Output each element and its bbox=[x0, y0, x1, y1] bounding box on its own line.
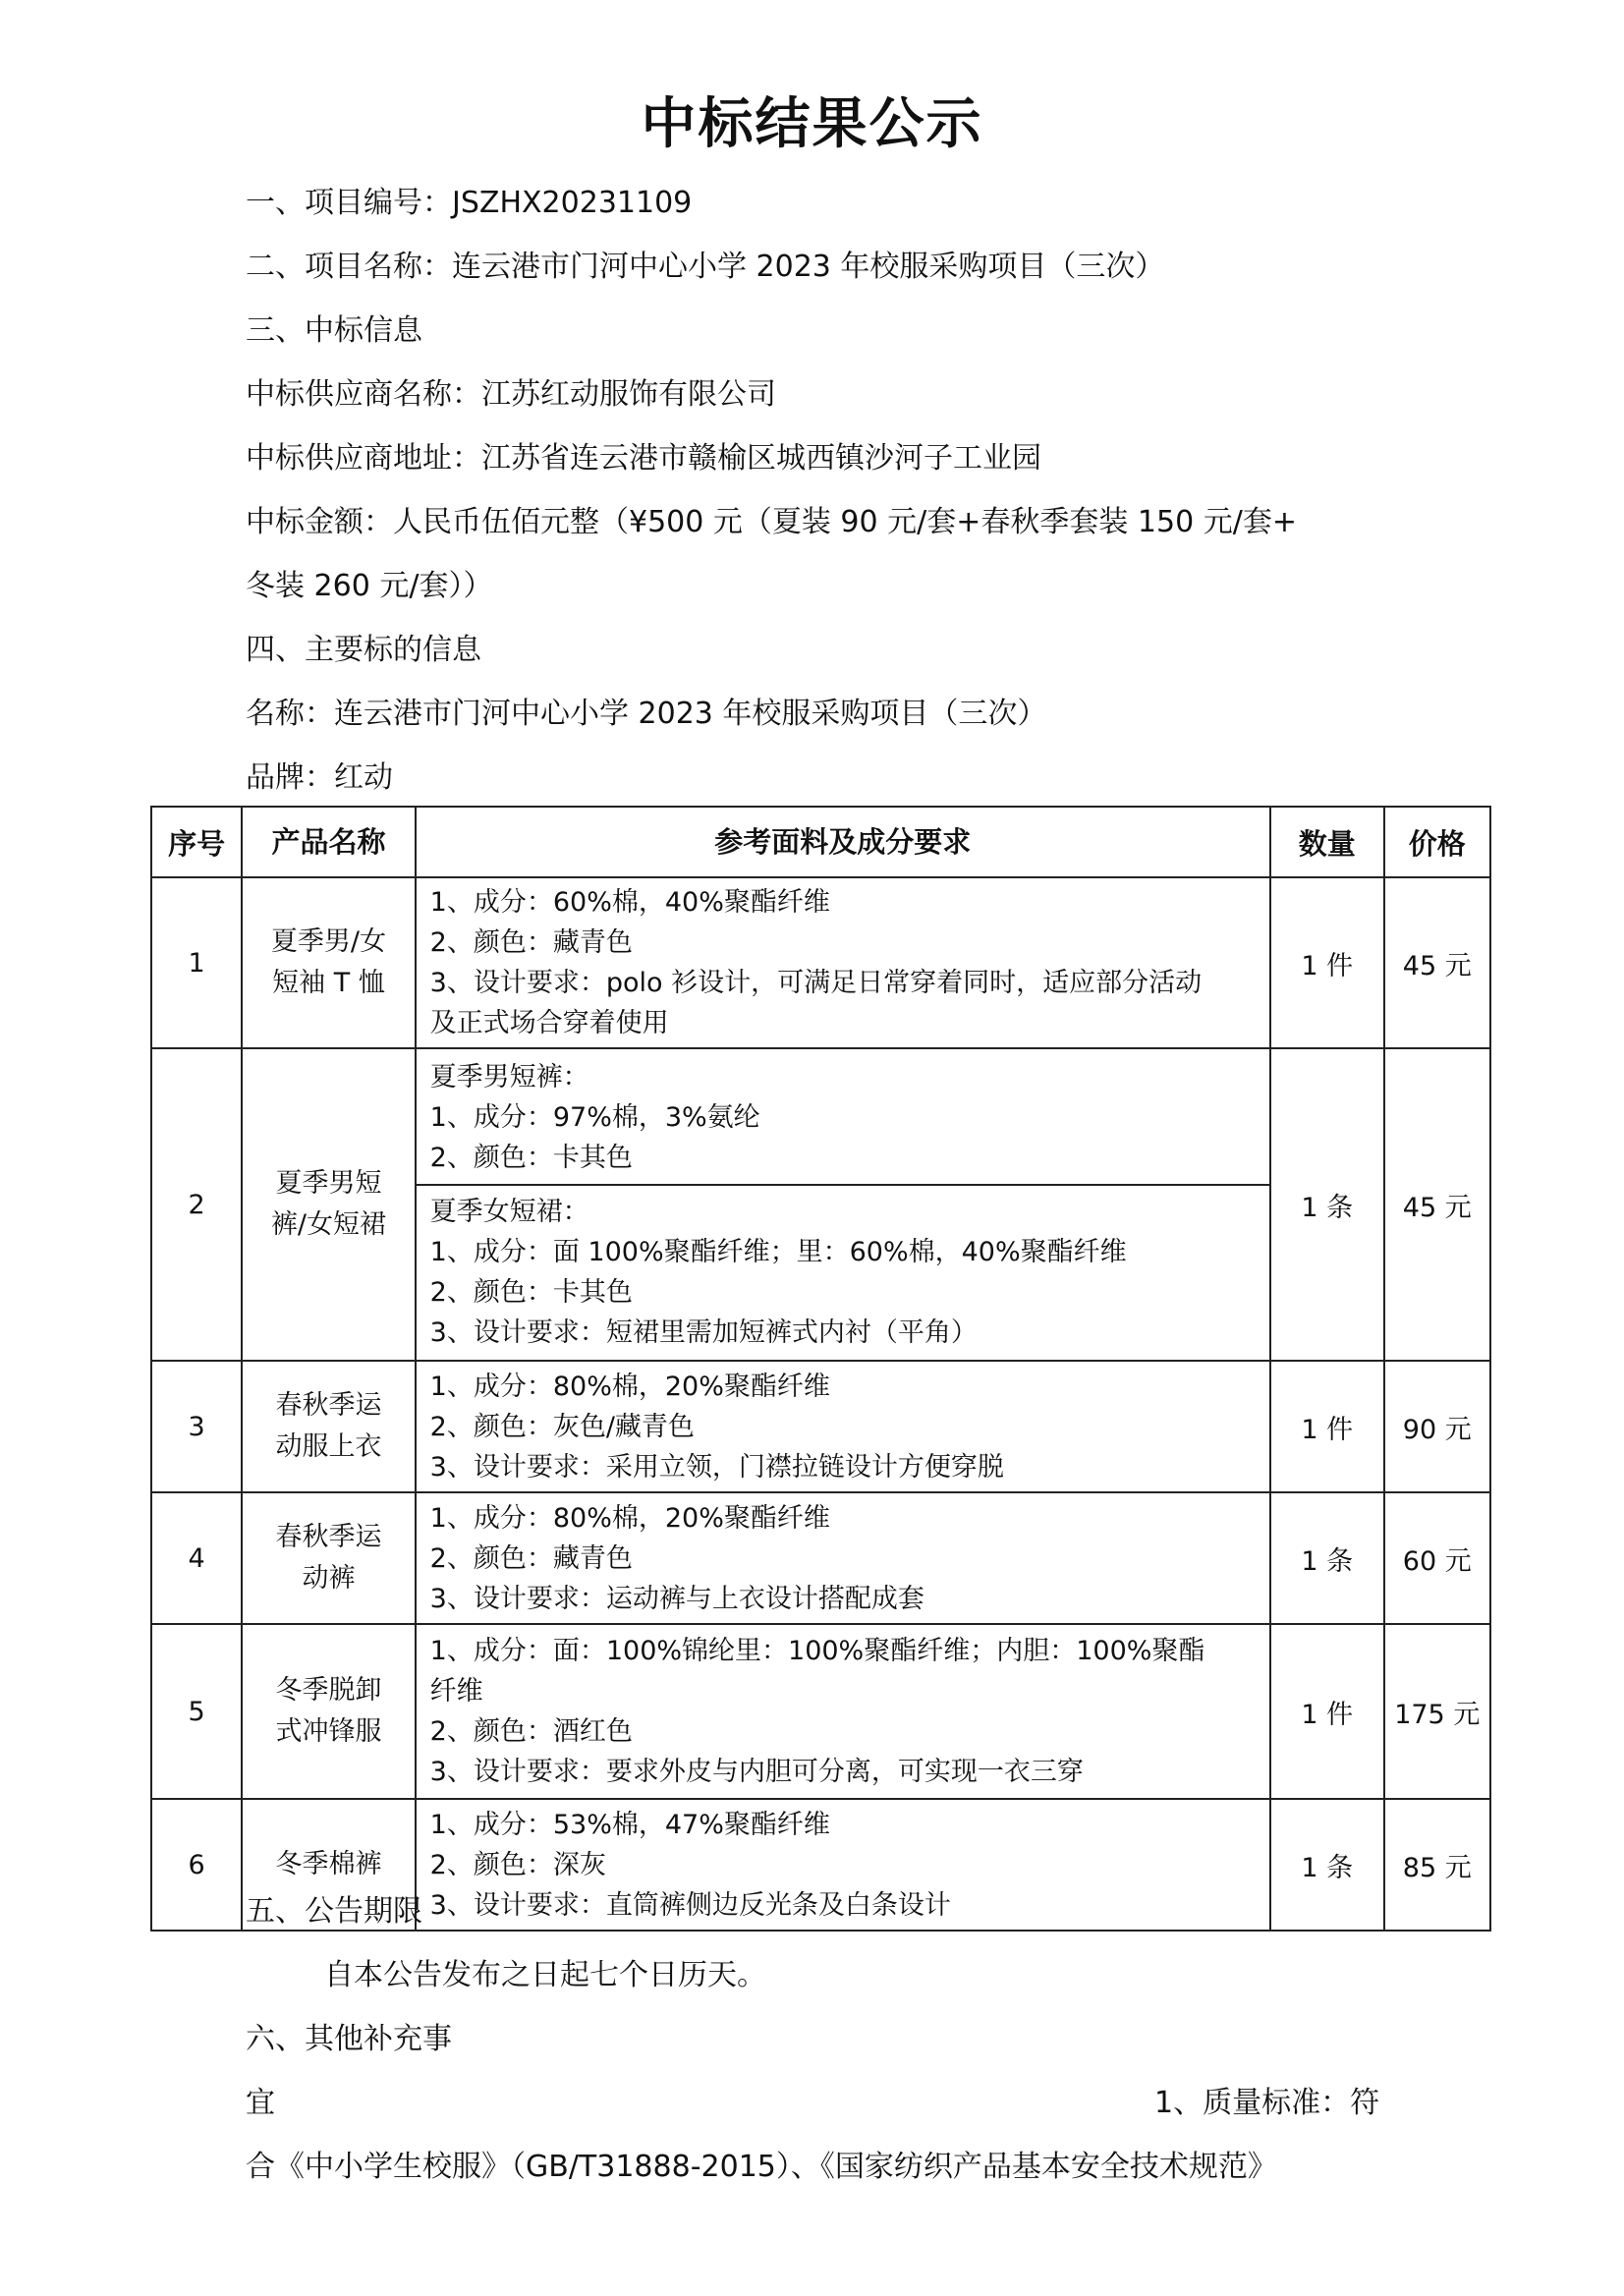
brand: 品牌：红动 bbox=[246, 760, 393, 795]
product-name-line: 春秋季运 bbox=[275, 1390, 382, 1421]
requirement-line: 1、成分：97%棉，3%氨纶 bbox=[429, 1101, 760, 1133]
other-text-right: 1、质量标准：符 bbox=[1154, 2086, 1380, 2120]
cell-no: 4 bbox=[151, 1492, 242, 1624]
cell-quantity: 1 条 bbox=[1270, 1799, 1384, 1931]
cell-requirements bbox=[416, 1624, 1270, 1799]
cell-requirements bbox=[416, 1492, 1270, 1624]
table-row bbox=[151, 1361, 1490, 1492]
product-name-line: 短袖 T 恤 bbox=[272, 968, 385, 998]
cell-quantity: 1 件 bbox=[1270, 1624, 1384, 1799]
cell-requirements bbox=[416, 1048, 1270, 1361]
cell-price: 45 元 bbox=[1384, 877, 1490, 1048]
requirement-subblock-boys-shorts bbox=[430, 1057, 1256, 1178]
cell-quantity: 1 条 bbox=[1270, 1048, 1384, 1361]
award-amount-line-1: 中标金额：人民币伍佰元整（¥500 元（夏装 90 元/套+春秋季套装 150 元/套+ bbox=[246, 505, 1297, 539]
requirement-line: 1、成分：53%棉，47%聚酯纤维 bbox=[429, 1809, 830, 1840]
cell-no: 6 bbox=[151, 1799, 242, 1931]
requirement-line: 1、成分：面 100%聚酯纤维；里：60%棉，40%聚酯纤维 bbox=[429, 1236, 1127, 1267]
cell-requirements bbox=[416, 1799, 1270, 1931]
project-name: 二、项目名称：连云港市门河中心小学 2023 年校服采购项目（三次） bbox=[246, 250, 1165, 284]
product-name-line: 夏季男/女 bbox=[270, 926, 386, 957]
product-name-line: 冬季棉裤 bbox=[275, 1849, 382, 1879]
requirement-line: 2、颜色：藏青色 bbox=[429, 1542, 633, 1574]
cell-no: 1 bbox=[151, 877, 242, 1048]
requirement-line: 夏季男短裤： bbox=[429, 1061, 589, 1092]
requirement-subblock-girls-skirt bbox=[417, 1184, 1269, 1353]
award-info-heading: 三、中标信息 bbox=[246, 313, 422, 348]
header-price: 价格 bbox=[1384, 807, 1490, 877]
product-name-line: 裤/女短裙 bbox=[270, 1209, 386, 1240]
requirement-line: 2、颜色：深灰 bbox=[429, 1849, 606, 1880]
requirement-line: 3、设计要求：采用立领，门襟拉链设计方便穿脱 bbox=[429, 1451, 1004, 1483]
other-text-left: 宜 bbox=[246, 2086, 275, 2120]
supplier-name: 中标供应商名称：江苏红动服饰有限公司 bbox=[246, 377, 776, 412]
cell-price: 85 元 bbox=[1384, 1799, 1490, 1931]
cell-price: 90 元 bbox=[1384, 1361, 1490, 1492]
requirement-line: 3、设计要求：运动裤与上衣设计搭配成套 bbox=[429, 1583, 924, 1614]
requirement-line: 1、成分：80%棉，20%聚酯纤维 bbox=[429, 1371, 830, 1402]
cell-no: 2 bbox=[151, 1048, 242, 1361]
table-header-row bbox=[151, 807, 1490, 877]
cell-product-name bbox=[242, 1492, 415, 1624]
cell-no: 5 bbox=[151, 1624, 242, 1799]
project-number: 一、项目编号：JSZHX20231109 bbox=[246, 186, 693, 220]
award-amount-line-2: 冬装 260 元/套）） bbox=[246, 569, 493, 603]
product-name-line: 冬季脱卸 bbox=[275, 1675, 382, 1706]
table-row bbox=[151, 1624, 1490, 1799]
requirement-line: 1、成分：面：100%锦纶里：100%聚酯纤维；内胆：100%聚酯 bbox=[429, 1636, 1205, 1666]
requirement-line: 及正式场合穿着使用 bbox=[429, 1008, 669, 1038]
cell-price: 45 元 bbox=[1384, 1048, 1490, 1361]
supplier-address: 中标供应商地址：江苏省连云港市赣榆区城西镇沙河子工业园 bbox=[246, 441, 1041, 476]
header-requirements: 参考面料及成分要求 bbox=[416, 807, 1270, 877]
cell-price: 175 元 bbox=[1384, 1624, 1490, 1799]
product-name-line: 夏季男短 bbox=[275, 1168, 382, 1199]
requirement-line: 3、设计要求：要求外皮与内胆可分离，可实现一衣三穿 bbox=[429, 1757, 1084, 1787]
header-product-name: 产品名称 bbox=[242, 807, 415, 877]
quality-standard-line: 合《中小学生校服》（GB/T31888-2015）、《国家纺织产品基本安全技术规范》 bbox=[246, 2150, 1277, 2184]
item-name: 名称：连云港市门河中心小学 2023 年校服采购项目（三次） bbox=[246, 697, 1047, 731]
header-quantity: 数量 bbox=[1270, 807, 1384, 877]
table-row bbox=[151, 1492, 1490, 1624]
table-row bbox=[151, 877, 1490, 1048]
product-name-line: 动裤 bbox=[302, 1563, 356, 1594]
cell-price: 60 元 bbox=[1384, 1492, 1490, 1624]
spec-table bbox=[150, 806, 1491, 1932]
cell-quantity: 1 条 bbox=[1270, 1492, 1384, 1624]
cell-requirements bbox=[416, 877, 1270, 1048]
cell-product-name bbox=[242, 1048, 415, 1361]
header-no: 序号 bbox=[151, 807, 242, 877]
product-name-line: 式冲锋服 bbox=[275, 1716, 382, 1747]
requirement-line: 1、成分：60%棉，40%聚酯纤维 bbox=[429, 887, 830, 918]
requirement-line: 3、设计要求：短裙里需加短裤式内衬（平角） bbox=[429, 1316, 978, 1348]
period-text: 自本公告发布之日起七个日历天。 bbox=[324, 1958, 766, 1992]
requirement-line: 3、设计要求：直筒裤侧边反光条及白条设计 bbox=[429, 1889, 951, 1921]
table-row bbox=[151, 1048, 1490, 1361]
requirement-line: 3、设计要求：polo 衫设计，可满足日常穿着同时，适应部分活动 bbox=[429, 968, 1203, 998]
cell-product-name bbox=[242, 1624, 415, 1799]
cell-quantity: 1 件 bbox=[1270, 877, 1384, 1048]
requirement-line: 2、颜色：卡其色 bbox=[429, 1276, 633, 1308]
requirement-line: 1、成分：80%棉，20%聚酯纤维 bbox=[429, 1502, 830, 1534]
period-heading: 五、公告期限 bbox=[246, 1894, 422, 1929]
requirement-line: 夏季女短裙： bbox=[429, 1196, 589, 1227]
product-name-line: 动服上衣 bbox=[275, 1431, 382, 1462]
requirement-line: 纤维 bbox=[429, 1676, 483, 1707]
product-name-line: 春秋季运 bbox=[275, 1522, 382, 1552]
cell-product-name bbox=[242, 1361, 415, 1492]
requirement-line: 2、颜色：卡其色 bbox=[429, 1142, 633, 1173]
requirement-line: 2、颜色：酒红色 bbox=[429, 1716, 633, 1747]
requirement-line: 2、颜色：灰色/藏青色 bbox=[429, 1411, 695, 1442]
requirement-line: 2、颜色：藏青色 bbox=[429, 927, 633, 958]
cell-no: 3 bbox=[151, 1361, 242, 1492]
cell-quantity: 1 件 bbox=[1270, 1361, 1384, 1492]
other-heading: 六、其他补充事 bbox=[246, 2022, 452, 2056]
cell-product-name bbox=[242, 877, 415, 1048]
page-title: 中标结果公示 bbox=[641, 92, 983, 156]
cell-requirements bbox=[416, 1361, 1270, 1492]
main-item-heading: 四、主要标的信息 bbox=[246, 633, 481, 667]
